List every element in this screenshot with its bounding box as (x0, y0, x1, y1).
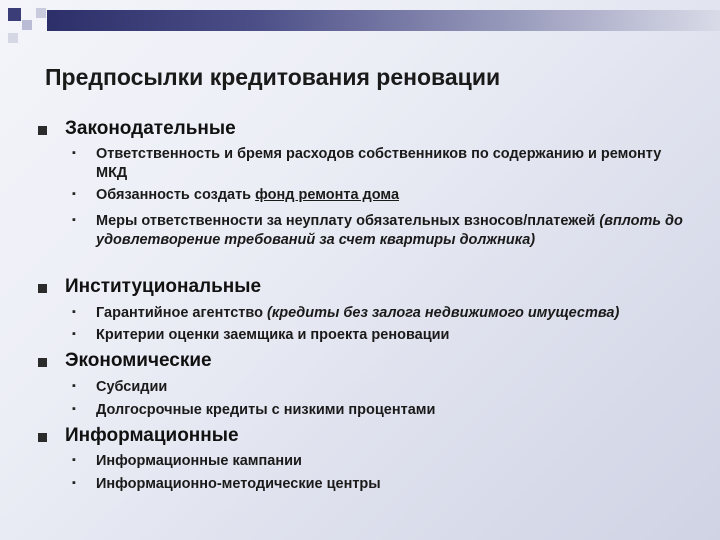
square-bullet-icon (38, 358, 47, 367)
item-text: Долгосрочные кредиты с низкими процентами (96, 402, 436, 418)
square-bullet-icon (38, 433, 47, 442)
square-bullet-icon: ▪ (72, 403, 76, 415)
square-bullet-icon: ▪ (72, 188, 76, 200)
item-text-italic: (кредиты без залога недвижимого имущества) (267, 305, 620, 321)
section-label: Законодательные (65, 118, 236, 139)
square-bullet-icon: ▪ (72, 454, 76, 466)
square-bullet-icon: ▪ (72, 380, 76, 392)
item-text: Гарантийное агентство (96, 305, 268, 321)
decor-square-light (8, 33, 18, 43)
square-bullet-icon: ▪ (72, 306, 76, 318)
square-bullet-icon: ▪ (72, 147, 76, 159)
square-bullet-icon: ▪ (72, 214, 76, 226)
item-text-underlined: фонд ремонта дома (255, 187, 400, 203)
decor-square-light (22, 20, 32, 30)
item-text: Информационно-методические центры (96, 476, 381, 492)
section-label: Информационные (65, 425, 239, 446)
square-bullet-icon (38, 126, 47, 135)
item-text: Ответственность и бремя расходов собственников по содержанию и ремонту МКД (96, 146, 662, 181)
slide-title: Предпосылки кредитования реновации (45, 64, 501, 90)
item-text: Субсидии (96, 379, 168, 395)
item-text: Обязанность создать (96, 187, 256, 203)
decor-square-light (36, 8, 46, 18)
square-bullet-icon (38, 284, 47, 293)
item-text: Информационные кампании (96, 453, 302, 469)
section-label: Институциональные (65, 276, 262, 297)
square-bullet-icon: ▪ (72, 328, 76, 340)
header-bar (47, 10, 720, 31)
item-text: Критерии оценки заемщика и проекта реновации (96, 327, 450, 343)
section-label: Экономические (65, 350, 212, 371)
item-text-italic: (вплоть до удовлетворение требований за счет квартиры должника) (96, 213, 683, 248)
square-bullet-icon: ▪ (72, 477, 76, 489)
item-text: Меры ответственности за неуплату обязательных взносов/платежей (96, 213, 600, 229)
decor-square-dark (8, 8, 21, 21)
